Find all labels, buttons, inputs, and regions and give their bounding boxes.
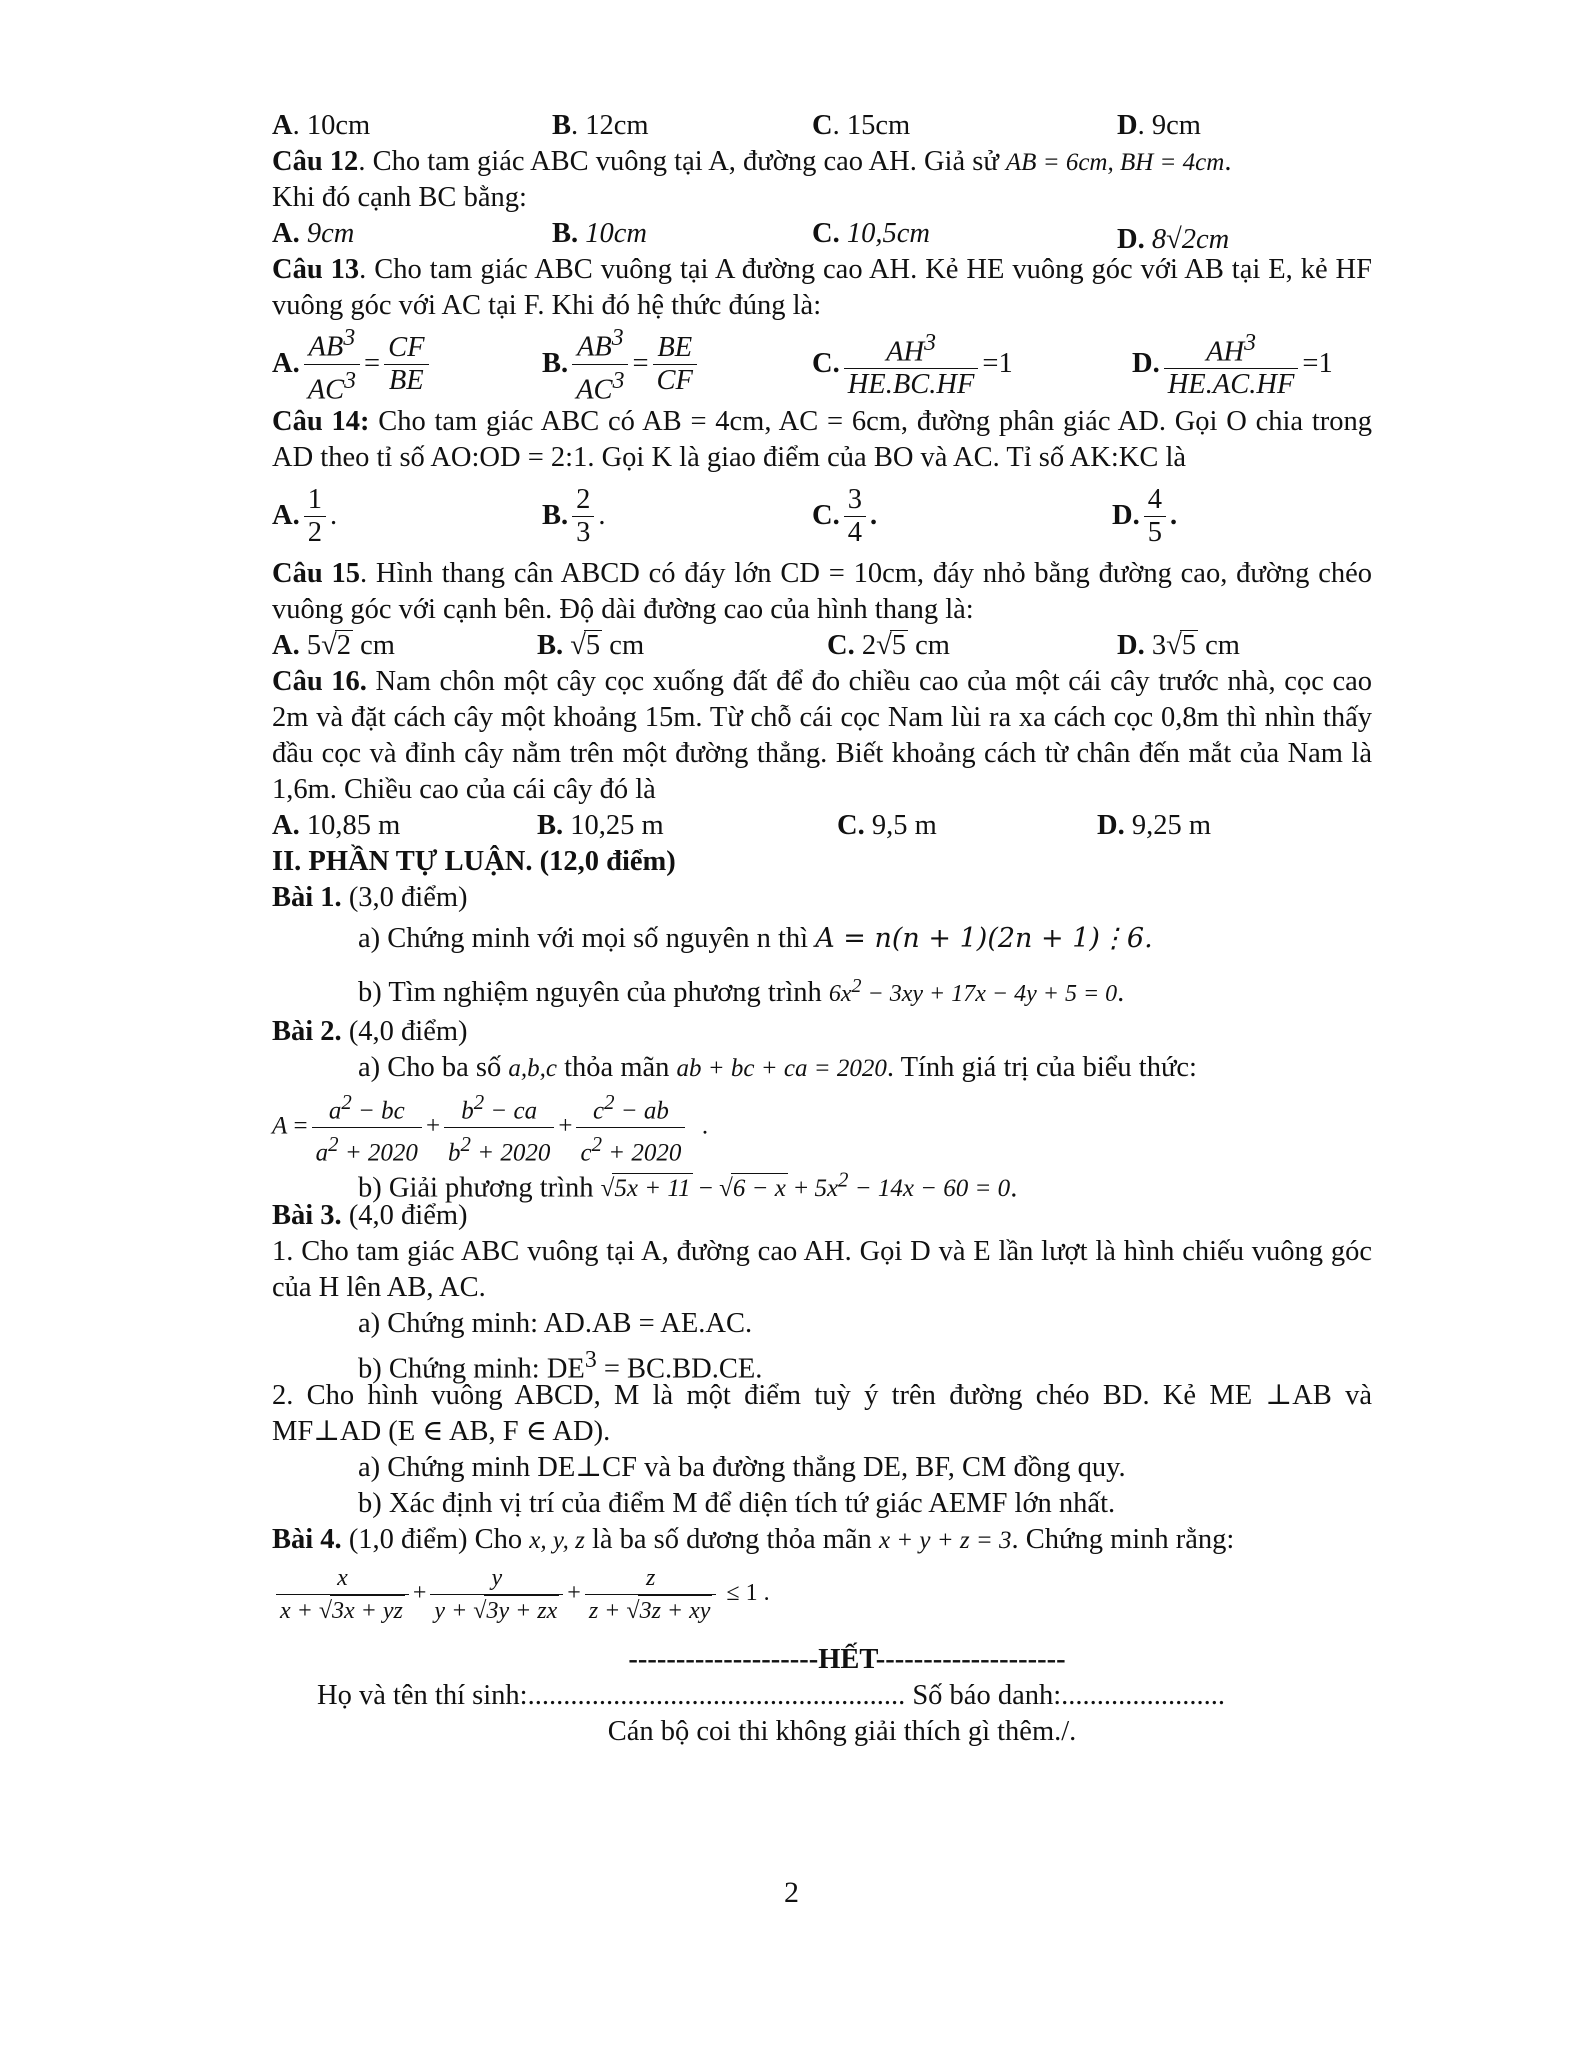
bai1-heading: Bài 1. (3,0 điểm) [272, 882, 468, 913]
q12-options: A. 9cm B. 10cm C. 10,5cm D. 8√2cm [272, 218, 1230, 255]
q15-options: A. 5√2 cm B. √5 cm C. 2√5 cm D. 3√5 cm [272, 630, 1240, 661]
q14-stem: Câu 14: Cho tam giác ABC có AB = 4cm, AC = 6cm, đường phân giác AD. Gọi O chia trong AD theo tỉ số AO:OD = 2:1. Gọi K là giao điểm của BO và AC. Tỉ số AK:KC là [272, 406, 1372, 473]
proctor-note: Cán bộ coi thi không giải thích gì thêm./. [607, 1716, 1077, 1747]
bai3-part1: 1. Cho tam giác ABC vuông tại A, đường cao AH. Gọi D và E lần lượt là hình chiếu vuông góc của H lên AB, AC. [272, 1236, 1372, 1303]
end-marker: --------------------HẾT-------------------- [628, 1644, 1066, 1675]
bai2-a: a) Cho ba số a,b,c thỏa mãn ab + bc + ca = 2020. Tính giá trị của biểu thức: [358, 1052, 1197, 1083]
bai1-b: b) Tìm nghiệm nguyên của phương trình $6x^2 - 3xy + 17x - 4y + 5 = 0$. [358, 975, 1125, 1008]
q12-stem: Câu 12. Cho tam giác ABC vuông tại A, đường cao AH. Giả sử AB = 6cm, BH = 4cm. [272, 146, 1232, 177]
bai3-heading: Bài 3. (4,0 điểm) [272, 1200, 468, 1231]
q13-stem: Câu 13. Cho tam giác ABC vuông tại A đường cao AH. Kẻ HE vuông góc với AB tại E, kẻ HF vuông góc với AC tại F. Khi đó hệ thức đúng là: [272, 254, 1372, 321]
q11-option-a: 10cm [306, 110, 371, 141]
bai3-part1-a: a) Chứng minh: AD.AB = AE.AC. [358, 1308, 753, 1339]
bai2-heading: Bài 2. (4,0 điểm) [272, 1016, 468, 1047]
q14-options: A. $\frac{1}{2}$ . B. $\frac{2}{3}$ . C. $\frac{3}{4}$ . D. $\frac{4}{5}$ . [272, 483, 1178, 548]
q12-stem-2: Khi đó cạnh BC bằng: [272, 182, 527, 213]
bai4-stem: Bài 4. (1,0 điểm) Cho x, y, z là ba số dương thỏa mãn x + y + z = 3. Chứng minh rằng: [272, 1524, 1235, 1555]
page-number: 2 [784, 1876, 799, 1909]
exam-page [272, 108, 1372, 1750]
bai3-part2: 2. Cho hình vuông ABCD, M là một điểm tuỳ ý trên đường chéo BD. Kẻ ME ⊥AB và MF⊥AD (E ∈ AB, F ∈ AD). [272, 1380, 1372, 1447]
part2-heading: II. PHẦN TỰ LUẬN. (12,0 điểm) [272, 846, 676, 877]
q11-option-c: 15cm [846, 110, 911, 141]
q16-stem: Câu 16. Nam chôn một cây cọc xuống đất để đo chiều cao của một cái cây trước nhà, cọc cao 2m và đặt cách cây một khoảng 15m. Từ chỗ cái cọc Nam lùi ra xa cách cọc 0,8m thì nhìn thấy đầu cọc và đỉnh cây nằm trên một đường thẳng. Biết khoảng cách từ chân đến mắt của Nam là 1,6m. Chiều cao của cái cây đó là [272, 666, 1372, 805]
q11-option-b: 12cm [585, 110, 649, 141]
bai3-part2-b: b) Xác định vị trí của điểm M để diện tích tứ giác AEMF lớn nhất. [358, 1488, 1116, 1519]
bai2-expression: A = $\frac{a^2 - bc}{a^2 + 2020}$ + $\frac{b^2 - ca}{b^2 + 2020}$ + $\frac{c^2 - ab}{c^2 + 2020}$ . [272, 1086, 1372, 1162]
bai3-part1-b: b) Chứng minh: $DE^3 = BC.BD.CE$. [358, 1347, 763, 1385]
q13-options: A. $\frac{AB^3}{AC^3}$ = $\frac{CF}{BE}$ B. $\frac{AB^3}{AC^3}$ = $\frac{BE}{CF}$ C. $\frac{AH^3}{HE.BC.HF}$ =1 D. $\frac{AH^3}{HE.AC.HF}$ =1 [272, 328, 1372, 400]
q15-stem: Câu 15. Hình thang cân ABCD có đáy lớn CD = 10cm, đáy nhỏ bằng đường cao, đường chéo vuông góc với cạnh bên. Độ dài đường cao của hình thang là: [272, 558, 1373, 625]
bai2-b: b) Giải phương trình $√5x + 11 - √6 - x + 5x^2 - 14x - 60 = 0$. [358, 1168, 1018, 1204]
bai4-inequality: $\frac{x}{x + √3x + yz}$ + $\frac{y}{y + √3y + zx}$ + $\frac{z}{z + √3z + xy}$ ≤ 1 . [272, 1562, 1372, 1642]
bai1-a: a) Chứng minh với mọi số nguyên n thì A = n(n + 1)(2n + 1)⋮6. [358, 923, 1153, 954]
q16-options: A. 10,85 m B. 10,25 m C. 9,5 m D. 9,25 m [272, 810, 1212, 841]
bai3-part2-a: a) Chứng minh DE⊥CF và ba đường thẳng DE, BF, CM đồng quy. [358, 1452, 1126, 1483]
q11-option-d: 9cm [1151, 110, 1201, 141]
q11-options: A. 10cm B. 12cm C. 15cm D. 9cm [272, 110, 1201, 141]
candidate-info: Họ và tên thí sinh:..................................................... Số báo danh:....................... [317, 1680, 1226, 1711]
